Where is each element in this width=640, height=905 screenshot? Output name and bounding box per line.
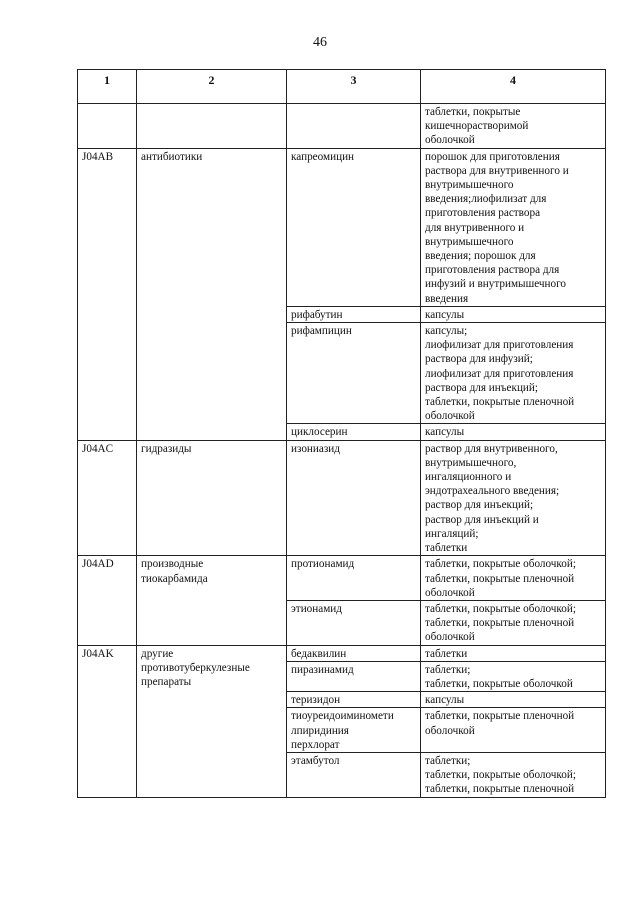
drug-cell: теризидон — [287, 692, 421, 708]
form-cell: таблетки; таблетки, покрытые оболочкой — [421, 661, 606, 691]
group-cell: гидразиды — [137, 440, 287, 556]
code-cell — [78, 104, 137, 149]
header-col-2: 2 — [137, 70, 287, 104]
code-cell: J04AB — [78, 148, 137, 440]
form-cell: капсулы — [421, 424, 606, 440]
group-cell: антибиотики — [137, 148, 287, 440]
drug-cell: изониазид — [287, 440, 421, 556]
table-row — [78, 556, 606, 601]
form-cell: таблетки, покрытые пленочной оболочкой — [421, 708, 606, 753]
form-cell: порошок для приготовления раствора для внутривенного и внутримышечного введения;лиофилизат для приготовления раствора для внутривенного и внутримышечного введения; порошок для приготовления раствора для инфузий и внутримышечного введения — [421, 148, 606, 306]
code-cell: J04AC — [78, 440, 137, 556]
drug-cell: пиразинамид — [287, 661, 421, 691]
drug-cell: этамбутол — [287, 752, 421, 797]
header-col-1: 1 — [78, 70, 137, 104]
form-cell: раствор для внутривенного, внутримышечного, ингаляционного и эндотрахеального введения; раствор для инъекций; раствор для инъекций и ингаляций; таблетки — [421, 440, 606, 556]
table-header-row — [78, 70, 606, 104]
drug-cell: капреомицин — [287, 148, 421, 306]
table-row — [78, 148, 606, 306]
header-col-4: 4 — [421, 70, 606, 104]
drug-table — [77, 69, 606, 798]
table-row — [78, 104, 606, 149]
group-cell: другие противотуберкулезные препараты — [137, 645, 287, 797]
table-row — [78, 440, 606, 556]
drug-cell: тиоуреидоиминомети лпиридиния перхлорат — [287, 708, 421, 753]
header-col-3: 3 — [287, 70, 421, 104]
code-cell: J04AK — [78, 645, 137, 797]
drug-cell — [287, 104, 421, 149]
code-cell: J04AD — [78, 556, 137, 645]
form-cell: таблетки — [421, 645, 606, 661]
table-row — [78, 645, 606, 661]
drug-cell: бедаквилин — [287, 645, 421, 661]
drug-cell: рифабутин — [287, 306, 421, 322]
group-cell — [137, 104, 287, 149]
form-cell: таблетки, покрытые оболочкой; таблетки, покрытые пленочной оболочкой — [421, 600, 606, 645]
page-number: 46 — [313, 35, 327, 50]
form-cell: таблетки, покрытые кишечнорастворимой оболочкой — [421, 104, 606, 149]
drug-cell: циклосерин — [287, 424, 421, 440]
form-cell: таблетки; таблетки, покрытые оболочкой; таблетки, покрытые пленочной — [421, 752, 606, 797]
group-cell: производные тиокарбамида — [137, 556, 287, 645]
form-cell: капсулы — [421, 692, 606, 708]
drug-cell: рифампицин — [287, 323, 421, 424]
drug-cell: этионамид — [287, 600, 421, 645]
drug-cell: протионамид — [287, 556, 421, 601]
form-cell: капсулы — [421, 306, 606, 322]
form-cell: таблетки, покрытые оболочкой; таблетки, покрытые пленочной оболочкой — [421, 556, 606, 601]
form-cell: капсулы; лиофилизат для приготовления раствора для инфузий; лиофилизат для приготовления раствора для инъекций; таблетки, покрытые пленочной оболочкой — [421, 323, 606, 424]
